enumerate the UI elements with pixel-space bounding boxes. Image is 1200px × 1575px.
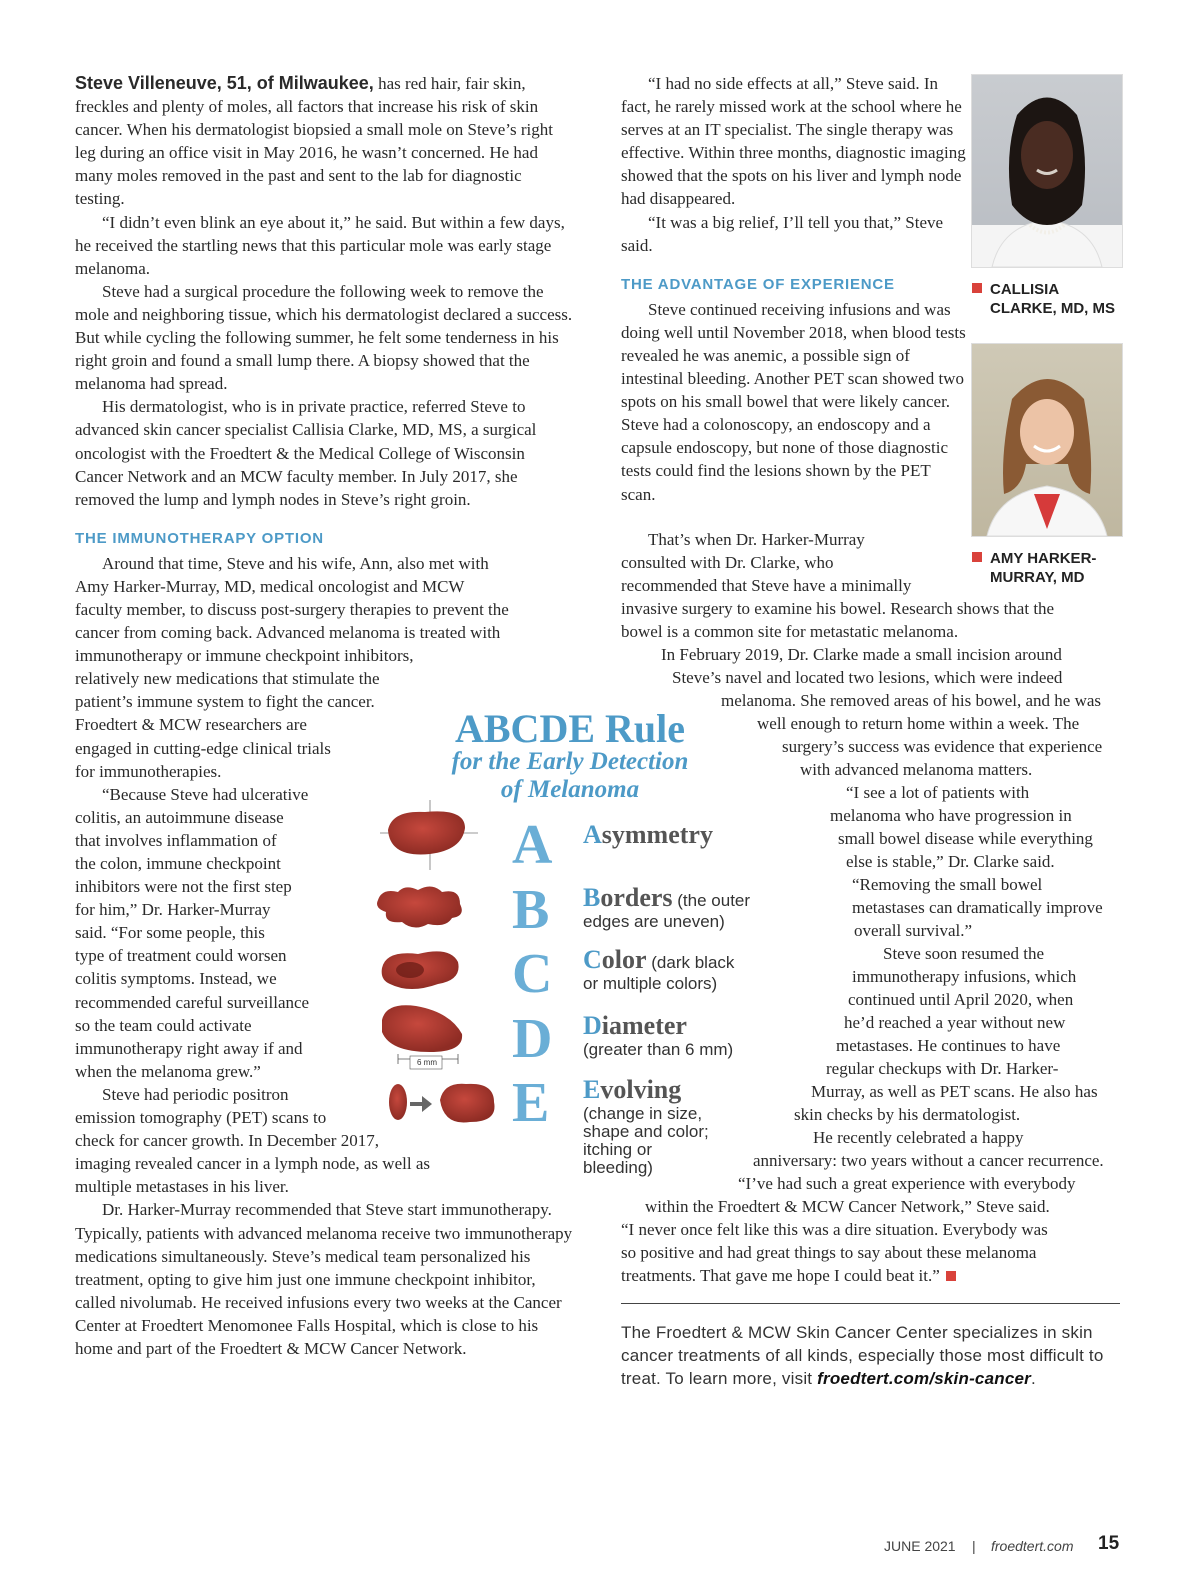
term-color: Color (dark black or multiple colors) — [583, 945, 735, 993]
letter-e: E — [512, 1072, 550, 1134]
body-paragraph: His dermatologist, who is in private practice, referred Steve to advanced skin cancer specialist Callisia Clarke, MD, MS, a surgical oncologist with the Froedtert & the Medical College of Wisconsin Cancer Network and an MCW faculty member. In July 2017, she removed the lump and lymph nodes in Steve’s right groin. — [75, 397, 537, 509]
text-line: bowel is a common site for metastatic melanoma. — [621, 622, 959, 641]
text-line: Steve’s navel and located two lesions, which were indeed — [672, 668, 1063, 687]
site-name: froedtert.com — [991, 1538, 1074, 1554]
issue-date: JUNE 2021 — [884, 1538, 956, 1554]
text-line: Froedtert & MCW researchers are — [75, 715, 307, 735]
immuno-full-lines — [75, 552, 575, 667]
photo-callisia-clarke — [971, 74, 1123, 268]
mole-illustrations — [370, 800, 505, 1130]
end-mark-icon — [946, 1271, 956, 1281]
text-line: patient’s immune system to fight the cancer. — [75, 692, 375, 712]
text-line: relatively new medications that stimulate the — [75, 669, 380, 689]
text-line: melanoma. She removed areas of his bowel, and he was — [721, 691, 1102, 710]
text-line: metastases. He continues to have — [836, 1036, 1061, 1055]
letter-c: C — [512, 943, 553, 1005]
text-line: In February 2019, Dr. Clarke made a small incision around — [661, 645, 1062, 664]
text-line: “I’ve had such a great experience with everybody — [738, 1174, 1076, 1193]
portrait-photo-icon — [972, 75, 1122, 267]
text-line: else is stable,” Dr. Clarke said. — [846, 852, 1055, 871]
text-line: cancer from coming back. Advanced melanoma is treated with — [75, 623, 501, 643]
text-line: colitis symptoms. Instead, we — [75, 969, 277, 989]
text-line: overall survival.” — [854, 921, 973, 940]
text-line: type of treatment could worsen — [75, 946, 287, 966]
text-line: so positive and had great things to say about these melanoma — [621, 1243, 1037, 1262]
body-paragraph: “I didn’t even blink an eye about it,” he said. But within a few days, he received the startling news that this particular mole was early stage melanoma. — [75, 212, 565, 278]
abcde-subtitle: for the Early Detection of Melanoma — [451, 748, 689, 803]
diameter-label: 6 mm — [417, 1058, 437, 1067]
text-line: Around that time, Steve and his wife, Ann, also met with — [102, 553, 489, 573]
text-line: metastases can dramatically improve — [852, 898, 1103, 917]
text-line: multiple metastases in his liver. — [75, 1177, 289, 1197]
text-line: he’d reached a year without new — [844, 1013, 1066, 1032]
right-column — [621, 72, 966, 506]
text-line: faculty member, to discuss post-surgery therapies to prevent the — [75, 599, 509, 619]
letter-b: B — [512, 879, 550, 941]
text-line: immunotherapy or immune checkpoint inhibitors, — [75, 646, 414, 666]
body-paragraph: “I had no side effects at all,” Steve said. In fact, he rarely missed work at the school where he serves at an IT specialist. The single therapy was effective. Within three months, diagnostic imaging showed that the spots on his liver and lymph node had disappeared. — [621, 74, 966, 209]
text-line: so the team could activate — [75, 1015, 252, 1035]
caption-bullet-icon — [972, 283, 982, 293]
text-line: melanoma who have progression in — [830, 806, 1072, 825]
mole-border-icon — [377, 886, 462, 927]
text-line: regular checkups with Dr. Harker- — [826, 1059, 1059, 1078]
text-line: immunotherapy infusions, which — [852, 967, 1077, 986]
text-line: for immunotherapies. — [75, 761, 222, 781]
text-line: skin checks by his dermatologist. — [794, 1105, 1021, 1124]
footer-divider — [621, 1303, 1120, 1304]
text-line: immunotherapy right away if and — [75, 1038, 303, 1058]
text-line: recommended careful surveillance — [75, 992, 310, 1012]
mole-asymmetry-icon — [380, 800, 478, 870]
term-evolving: Evolving (change in size, shape and color; itching or bleeding) — [583, 1075, 709, 1177]
section-heading-immunotherapy: THE IMMUNOTHERAPY OPTION — [75, 529, 324, 547]
text-line: Amy Harker-Murray, MD, medical oncologist and MCW — [75, 576, 465, 596]
text-line: continued until April 2020, when — [848, 990, 1074, 1009]
text-line: small bowel disease while everything — [838, 829, 1093, 848]
lead-paragraph: Steve Villeneuve, 51, of Milwaukee, has red hair, fair skin, freckles and plenty of moles, all factors that increase his risk of skin cancer. When his dermatologist biopsied a small mole on Steve’s right leg during an office visit in May 2016, he wasn’t concerned. He had many moles removed in the past and sent to the lab for diagnostic testing. — [75, 73, 553, 209]
term-borders: Borders (the outer edges are uneven) — [583, 883, 751, 931]
page-number: 15 — [1098, 1533, 1120, 1554]
text-line: for him,” Dr. Harker-Murray — [75, 900, 271, 920]
caption-callisia-clarke: CALLISIA CLARKE, MD, MS — [972, 280, 1115, 318]
text-line: inhibitors were not the first step — [75, 877, 292, 897]
text-line: that involves inflammation of — [75, 830, 277, 850]
portrait-photo-icon — [972, 344, 1122, 536]
text-line: when the melanoma grew.” — [75, 1061, 261, 1081]
footer-note: The Froedtert & MCW Skin Cancer Center specializes in skin cancer treatments of all kinds, especially those most difficult to treat. To learn more, visit froedtert.com/skin-cancer. — [621, 1323, 1104, 1388]
abcde-title: ABCDE Rule — [454, 706, 686, 751]
section-heading-experience: THE ADVANTAGE OF EXPERIENCE — [621, 275, 895, 293]
text-line: imaging revealed cancer in a lymph node, as well as — [75, 1154, 430, 1174]
text-line: That’s when Dr. Harker-Murray — [648, 530, 865, 549]
text-line: “I see a lot of patients with — [846, 783, 1030, 802]
text-line: surgery’s success was evidence that experience — [782, 737, 1103, 756]
text-line: check for cancer growth. In December 2017, — [75, 1131, 379, 1151]
text-line: recommended that Steve have a minimally — [621, 576, 912, 595]
mole-evolving-icon — [389, 1084, 495, 1123]
text-line: the colon, immune checkpoint — [75, 854, 281, 873]
text-line: “I never once felt like this was a dire situation. Everybody was — [621, 1220, 1048, 1239]
photo-amy-harker-murray — [971, 343, 1123, 537]
text-line-final: treatments. That gave me hope I could beat it.” — [621, 1264, 956, 1287]
body-paragraph: Steve continued receiving infusions and was doing well until November 2018, when blood tests revealed he was anemic, a possible sign of intestinal bleeding. Another PET scan showed two spots on his small bowel that were likely cancer. Steve had a colonoscopy, an endoscopy and a capsule endoscopy, but none of those diagnostic tests could find the lesions shown by the PET scan. — [621, 299, 966, 504]
letter-d: D — [512, 1008, 553, 1070]
term-asymmetry: Asymmetry — [583, 820, 713, 849]
text-line: He recently celebrated a happy — [813, 1128, 1024, 1147]
text-line: Steve soon resumed the — [883, 944, 1044, 963]
lead-name: Steve Villeneuve, 51, of Milwaukee, — [75, 73, 374, 93]
text-line: said. “For some people, this — [75, 923, 265, 943]
term-diameter: Diameter (greater than 6 mm) — [583, 1011, 734, 1059]
body-paragraph: “It was a big relief, I’ll tell you that,” Steve said. — [621, 212, 944, 255]
letter-a: A — [512, 814, 553, 876]
text-line: colitis, an autoimmune disease — [75, 807, 284, 827]
text-line: invasive surgery to examine his bowel. Research shows that the — [621, 599, 1055, 618]
text-line: emission tomography (PET) scans to — [75, 1108, 327, 1128]
text-line: “Removing the small bowel — [852, 875, 1043, 894]
text-line: engaged in cutting-edge clinical trials — [75, 738, 331, 758]
skin-cancer-link[interactable]: froedtert.com/skin-cancer — [817, 1369, 1031, 1388]
text-line: Murray, as well as PET scans. He also has — [811, 1082, 1098, 1101]
text-line: within the Froedtert & MCW Cancer Network,” Steve said. — [645, 1197, 1050, 1216]
text-line: with advanced melanoma matters. — [800, 760, 1033, 779]
text-line: “Because Steve had ulcerative — [102, 784, 309, 804]
mole-color-icon — [382, 951, 459, 989]
body-paragraph: Steve had a surgical procedure the following week to remove the mole and neighboring tissue, which his dermatologist declared a success. But while cycling the following summer, he felt some tenderness in his right groin and found a small lump there. A biopsy showed that the melanoma had spread. — [75, 281, 573, 394]
text-line: anniversary: two years without a cancer recurrence. — [753, 1151, 1104, 1170]
body-paragraph: Dr. Harker-Murray recommended that Steve start immunotherapy. Typically, patients with advanced melanoma receive two immunotherapy medications simultaneously. Steve’s medical team personalized his treatment, opting to give him just one immune checkpoint inhibitor, called nivolumab. He received infusions every two weeks at the Cancer Center at Froedtert Menomonee Falls Hospital, which is close to his home and part of the Froedtert & MCW Cancer Network. — [75, 1200, 573, 1358]
caption-amy-harker-murray: AMY HARKER- MURRAY, MD — [972, 549, 1096, 587]
text-line: Steve had periodic positron — [102, 1084, 289, 1104]
caption-bullet-icon — [972, 552, 982, 562]
text-line: well enough to return home within a week. The — [757, 714, 1080, 733]
text-line: consulted with Dr. Clarke, who — [621, 553, 834, 572]
folio-separator: | — [972, 1538, 976, 1554]
